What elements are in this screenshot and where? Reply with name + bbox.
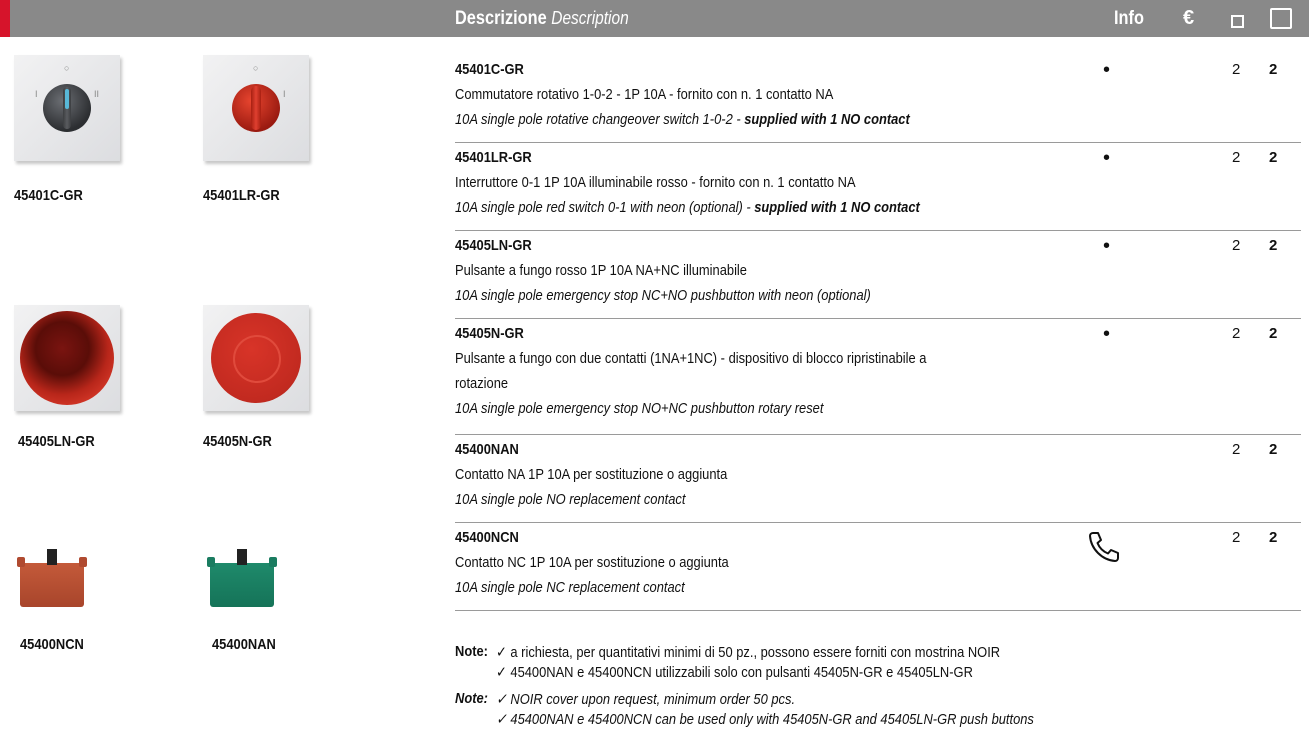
product-code-label: 45400NAN: [212, 636, 276, 653]
note-label-it: Note:: [455, 643, 488, 660]
row-code: 45405LN-GR: [455, 237, 532, 254]
product-code-label: 45400NCN: [20, 636, 84, 653]
note-line-it: ✓ 45400NAN e 45400NCN utilizzabili solo con pulsanti 45405N-GR e 45405LN-GR: [496, 664, 973, 681]
row-divider: [455, 318, 1301, 319]
note-line-en: ✓ NOIR cover upon request, minimum order 50 pcs.: [496, 691, 796, 708]
table-row: [455, 322, 1301, 422]
table-header-bar: [0, 0, 1309, 37]
pack-small-qty: 2: [1232, 441, 1241, 458]
row-description-en: 10A single pole emergency stop NO+NC pushbutton rotary reset: [455, 400, 824, 417]
row-description-it: Contatto NC 1P 10A per sostituzione o aggiunta: [455, 554, 729, 571]
red-rotary-switch-icon: ○ I: [203, 55, 309, 161]
table-row: [455, 146, 1301, 216]
note-label-en: Note:: [455, 690, 488, 707]
row-divider: [455, 434, 1301, 435]
pack-large-qty: 2: [1269, 441, 1278, 458]
row-description-en: 10A single pole NO replacement contact: [455, 491, 686, 508]
product-code-label: 45401LR-GR: [203, 187, 280, 204]
row-description-en: 10A single pole red switch 0-1 with neon (optional) - supplied with 1 NO contact: [455, 199, 920, 216]
accent-stripe: [0, 0, 10, 37]
row-code: 45400NAN: [455, 441, 519, 458]
product-code-label: 45405N-GR: [203, 433, 272, 450]
header-price: €: [1183, 7, 1195, 29]
header-description: Descrizione Description: [455, 8, 629, 29]
pack-large-qty: 2: [1269, 325, 1278, 342]
red-mushroom-button-icon: [203, 305, 309, 411]
pack-small-qty: 2: [1232, 61, 1241, 78]
pack-large-qty: 2: [1269, 61, 1278, 78]
row-description-it: Pulsante a fungo rosso 1P 10A NA+NC illuminabile: [455, 262, 747, 279]
table-row: [455, 526, 1301, 606]
table-row: [455, 58, 1301, 128]
phone-icon: [1087, 530, 1121, 569]
pack-small-qty: 2: [1232, 529, 1241, 546]
red-mushroom-button-illuminated-icon: [14, 305, 120, 411]
row-description-it: Contatto NA 1P 10A per sostituzione o aggiunta: [455, 466, 728, 483]
row-code: 45401LR-GR: [455, 149, 532, 166]
row-code: 45400NCN: [455, 529, 519, 546]
row-description-en: 10A single pole emergency stop NC+NO pushbutton with neon (optional): [455, 287, 871, 304]
table-row: [455, 234, 1301, 304]
note-line-it: ✓ a richiesta, per quantitativi minimi di 50 pz., possono essere forniti con mostrina NOIR: [496, 644, 1001, 661]
pack-large-qty: 2: [1269, 149, 1278, 166]
green-contact-block-icon: [210, 563, 274, 607]
row-divider: [455, 610, 1301, 611]
pack-large-qty: 2: [1269, 237, 1278, 254]
pack-small-qty: 2: [1232, 325, 1241, 342]
large-package-icon: [1270, 8, 1292, 29]
info-dot: •: [1103, 59, 1111, 81]
black-rotary-switch-icon: ○ I II: [14, 55, 120, 161]
header-info: Info: [1114, 8, 1144, 29]
product-code-label: 45405LN-GR: [18, 433, 95, 450]
pack-small-qty: 2: [1232, 237, 1241, 254]
table-row: [455, 438, 1301, 508]
row-divider: [455, 142, 1301, 143]
info-dot: •: [1103, 147, 1111, 169]
row-divider: [455, 522, 1301, 523]
pack-small-qty: 2: [1232, 149, 1241, 166]
product-code-label: 45401C-GR: [14, 187, 83, 204]
note-line-en: ✓ 45400NAN e 45400NCN can be used only with 45405N-GR and 45405LN-GR push buttons: [496, 711, 1034, 728]
row-description-en: 10A single pole rotative changeover switch 1-0-2 - supplied with 1 NO contact: [455, 111, 910, 128]
row-description-it: Commutatore rotativo 1-0-2 - 1P 10A - fornito con n. 1 contatto NA: [455, 86, 834, 103]
pack-large-qty: 2: [1269, 529, 1278, 546]
row-description-en: 10A single pole NC replacement contact: [455, 579, 685, 596]
info-dot: •: [1103, 323, 1111, 345]
row-description-it: Pulsante a fungo con due contatti (1NA+1NC) - dispositivo di blocco ripristinabile a: [455, 350, 927, 367]
row-code: 45401C-GR: [455, 61, 524, 78]
small-package-icon: [1231, 15, 1244, 28]
row-divider: [455, 230, 1301, 231]
row-description-it: Interruttore 0-1 1P 10A illuminabile rosso - fornito con n. 1 contatto NA: [455, 174, 856, 191]
info-dot: •: [1103, 235, 1111, 257]
row-description-it-cont: rotazione: [455, 375, 509, 392]
row-code: 45405N-GR: [455, 325, 524, 342]
red-contact-block-icon: [20, 563, 84, 607]
